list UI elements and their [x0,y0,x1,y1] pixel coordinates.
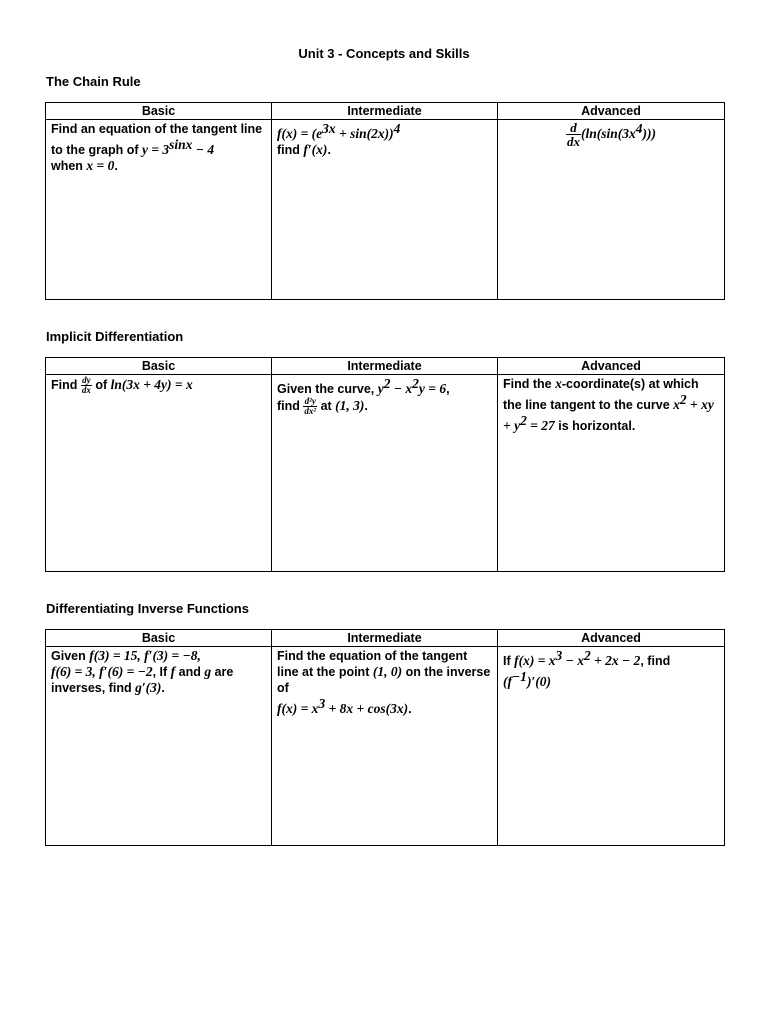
section-heading-implicit-differentiation: Implicit Differentiation [46,329,184,344]
fraction-denominator: dx² [304,406,317,417]
math-exponent: 4 [393,121,401,136]
implicit-differentiation-table [45,357,725,572]
math-expression: y = 3 [141,142,170,158]
math-exponent: 2 [412,376,419,391]
column-header-advanced: Advanced [498,358,725,375]
math-expression: ))) [642,126,656,142]
problem-text: . [408,702,412,717]
math-expression: + xy + y [503,397,714,434]
problem-text: at [317,398,336,413]
math-exponent: sinx [169,137,193,152]
problem-text: Given the curve, [277,382,378,397]
problem-text: find [277,398,304,413]
problem-inverse-intermediate [272,647,498,846]
math-expression: (f [503,674,512,690]
math-expression: ln(3x + 4y) = x [110,376,193,392]
problem-text: Find the [503,377,556,391]
table-header-row [46,103,725,120]
math-expression: (1, 3) [335,397,365,413]
problem-text: are inverses, find [51,665,234,695]
problem-text: . [161,681,165,695]
problem-implicit-advanced [498,375,725,572]
problem-text: Find [51,377,81,392]
math-expression: + 8x + cos(3x) [325,701,409,717]
second-derivative-fraction [303,397,317,416]
problem-text: of [91,377,111,392]
math-expression: )′(0) [526,674,551,690]
fraction-numerator: dy [82,375,91,385]
math-expression: (1, 0) [372,664,403,679]
math-expression: f(x) = x [277,701,319,717]
math-exponent: 3 [318,696,326,711]
problem-text: Find an equation of the tangent line to the graph of [51,122,263,158]
problem-implicit-intermediate [272,375,498,572]
fraction-numerator: d [566,121,581,135]
problem-text: Find the equation of the tangent line at the point [277,649,468,679]
problem-text: , If [152,665,171,679]
problem-text: and [175,665,205,679]
table-row [46,647,725,846]
math-exponent: −1 [512,669,527,685]
math-expression: y [377,381,384,397]
table-row [46,120,725,300]
math-expression: + 2x − 2 [590,653,641,669]
math-exponent: 2 [679,392,687,407]
problem-inverse-advanced [498,647,725,846]
math-expression: f′(x) [303,142,328,158]
problem-chain-basic [46,120,272,300]
problem-text: Given [51,649,90,663]
problem-text: . [364,398,368,413]
math-expression: f(x) = x [514,653,556,669]
derivative-fraction [566,121,581,148]
column-header-intermediate: Intermediate [272,103,498,120]
page-title: Unit 3 - Concepts and Skills [298,46,470,61]
math-expression: x = 0 [86,158,115,174]
math-expression: y = 6 [418,381,447,397]
column-header-basic: Basic [46,358,272,375]
column-header-intermediate: Intermediate [272,630,498,647]
math-expression: f(x) = (e [277,126,323,142]
inverse-functions-table [45,629,725,846]
fraction-numerator: d²y [304,396,316,407]
problem-text: on the inverse of [277,665,491,695]
problem-text: . [114,159,118,174]
column-header-basic: Basic [46,630,272,647]
math-exponent: 2 [583,648,591,663]
math-exponent: 4 [635,121,643,136]
math-expression: x [555,376,562,391]
column-header-basic: Basic [46,103,272,120]
problem-text: , [446,382,450,397]
math-expression: x [673,397,680,413]
section-heading-chain-rule: The Chain Rule [46,74,141,89]
table-header-row [46,630,725,647]
math-expression: − x [390,381,413,397]
problem-inverse-basic [46,647,272,846]
math-expression: + sin(2x)) [335,126,394,142]
section-heading-inverse-functions: Differentiating Inverse Functions [46,601,249,616]
problem-chain-intermediate [272,120,498,300]
problem-text: -coordinate(s) at which the line tangent to the curve [503,377,699,413]
math-exponent: 3 [555,648,563,663]
problem-text: find [277,143,304,158]
problem-text: . [327,143,331,158]
math-expression: (ln(sin(3x [580,126,636,142]
math-expression: = 27 [526,418,555,434]
fraction-denominator: dx [81,385,91,395]
column-header-advanced: Advanced [498,630,725,647]
math-expression: f(6) = 3, f′(6) = −2 [51,664,153,679]
problem-implicit-basic [46,375,272,572]
math-expression: − 4 [192,142,215,158]
math-expression: − x [562,653,584,669]
problem-text: when [51,159,87,174]
table-header-row [46,358,725,375]
column-header-advanced: Advanced [498,103,725,120]
math-expression: g [204,664,212,679]
problem-text: is horizontal. [554,419,636,434]
table-row [46,375,725,572]
math-expression: f(3) = 15, f′(3) = −8, [89,648,201,663]
math-expression: g′(3) [135,680,162,695]
problem-text: If [503,654,515,669]
chain-rule-table [45,102,725,300]
problem-chain-advanced [498,120,725,300]
problem-text: , find [640,654,671,669]
column-header-intermediate: Intermediate [272,358,498,375]
math-exponent: 3x [322,121,336,136]
math-exponent: 2 [383,376,391,391]
math-exponent: 2 [520,413,527,429]
derivative-fraction [81,376,92,395]
math-expression: f [170,664,176,679]
fraction-denominator: dx [566,134,580,150]
